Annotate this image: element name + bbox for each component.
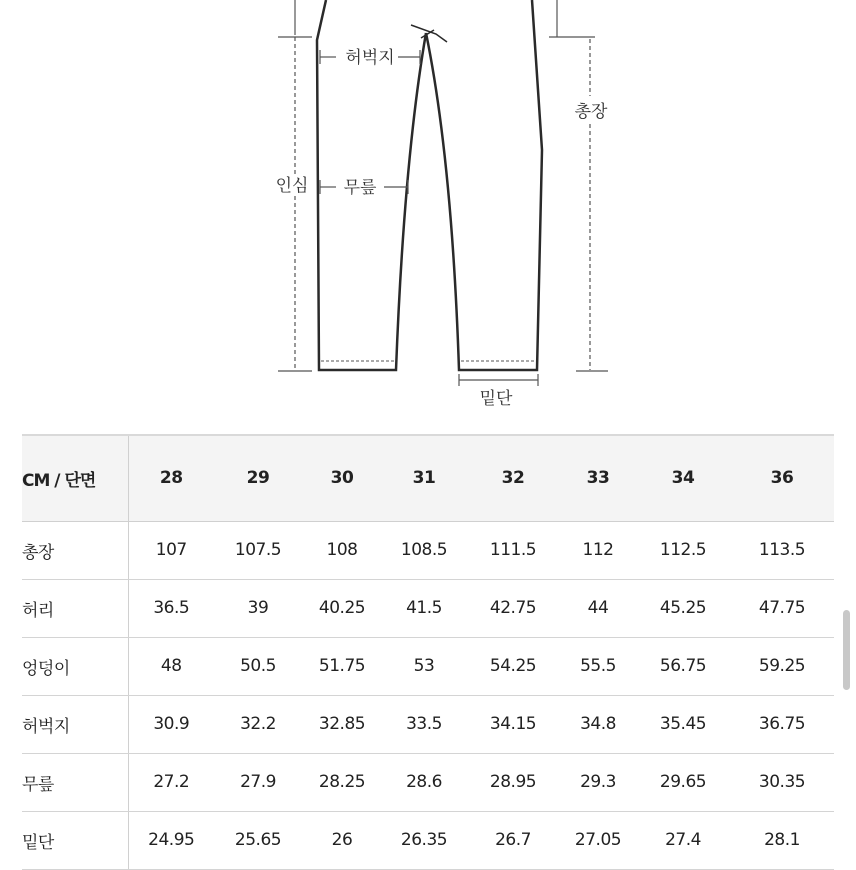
table-cell: 27.9 [214, 753, 302, 811]
measure-lines [275, 0, 608, 386]
table-cell: 25.65 [214, 811, 302, 869]
table-row [22, 637, 834, 695]
crotch-mark [411, 25, 447, 42]
size-header: 29 [214, 435, 302, 521]
size-header: 33 [560, 435, 636, 521]
table-row [22, 695, 834, 753]
size-header: 31 [382, 435, 466, 521]
total-length-label: 총장 [574, 102, 608, 122]
corner-label: CM / 단면 [22, 435, 128, 521]
table-cell: 26.35 [382, 811, 466, 869]
table-cell: 53 [382, 637, 466, 695]
size-chart-table [22, 434, 834, 870]
table-cell: 32.2 [214, 695, 302, 753]
row-label: 허벅지 [22, 695, 128, 753]
table-cell: 30.9 [128, 695, 214, 753]
size-header-row [22, 435, 834, 521]
table-cell: 28.6 [382, 753, 466, 811]
table-cell: 29.65 [636, 753, 730, 811]
table-cell: 44 [560, 579, 636, 637]
table-cell: 108.5 [382, 521, 466, 579]
size-header: 28 [128, 435, 214, 521]
table-cell: 27.2 [128, 753, 214, 811]
table-cell: 36.75 [730, 695, 834, 753]
table-cell: 108 [302, 521, 382, 579]
table-row [22, 811, 834, 869]
table-cell: 47.75 [730, 579, 834, 637]
table-cell: 41.5 [382, 579, 466, 637]
table-cell: 55.5 [560, 637, 636, 695]
table-cell: 35.45 [636, 695, 730, 753]
hem-label: 밑단 [479, 389, 513, 409]
table-cell: 27.05 [560, 811, 636, 869]
size-header: 34 [636, 435, 730, 521]
table-row [22, 579, 834, 637]
table-cell: 24.95 [128, 811, 214, 869]
thigh-label: 허벅지 [345, 48, 395, 68]
table-cell: 28.95 [466, 753, 560, 811]
table-cell: 28.25 [302, 753, 382, 811]
row-label: 허리 [22, 579, 128, 637]
scrollbar-thumb[interactable] [843, 610, 850, 690]
table-cell: 32.85 [302, 695, 382, 753]
table-cell: 50.5 [214, 637, 302, 695]
row-label: 엉덩이 [22, 637, 128, 695]
table-cell: 42.75 [466, 579, 560, 637]
table-cell: 107.5 [214, 521, 302, 579]
table-cell: 26 [302, 811, 382, 869]
table-cell: 45.25 [636, 579, 730, 637]
inseam-label: 인심 [275, 176, 309, 196]
row-label: 무릎 [22, 753, 128, 811]
table-cell: 59.25 [730, 637, 834, 695]
size-header: 36 [730, 435, 834, 521]
table-cell: 26.7 [466, 811, 560, 869]
table-cell: 27.4 [636, 811, 730, 869]
table-row [22, 521, 834, 579]
size-header: 30 [302, 435, 382, 521]
row-label: 총장 [22, 521, 128, 579]
table-cell: 56.75 [636, 637, 730, 695]
table-cell: 113.5 [730, 521, 834, 579]
table-cell: 36.5 [128, 579, 214, 637]
table-row [22, 753, 834, 811]
size-header: 32 [466, 435, 560, 521]
table-cell: 33.5 [382, 695, 466, 753]
table-cell: 40.25 [302, 579, 382, 637]
table-cell: 34.8 [560, 695, 636, 753]
table-cell: 54.25 [466, 637, 560, 695]
table-cell: 112.5 [636, 521, 730, 579]
table-cell: 39 [214, 579, 302, 637]
pants-measurement-diagram [0, 0, 856, 420]
table-cell: 107 [128, 521, 214, 579]
table-cell: 51.75 [302, 637, 382, 695]
table-cell: 48 [128, 637, 214, 695]
table-cell: 34.15 [466, 695, 560, 753]
knee-label: 무릎 [343, 178, 377, 198]
table-cell: 28.1 [730, 811, 834, 869]
table-cell: 29.3 [560, 753, 636, 811]
table-cell: 30.35 [730, 753, 834, 811]
table-cell: 112 [560, 521, 636, 579]
table-cell: 111.5 [466, 521, 560, 579]
row-label: 밑단 [22, 811, 128, 869]
